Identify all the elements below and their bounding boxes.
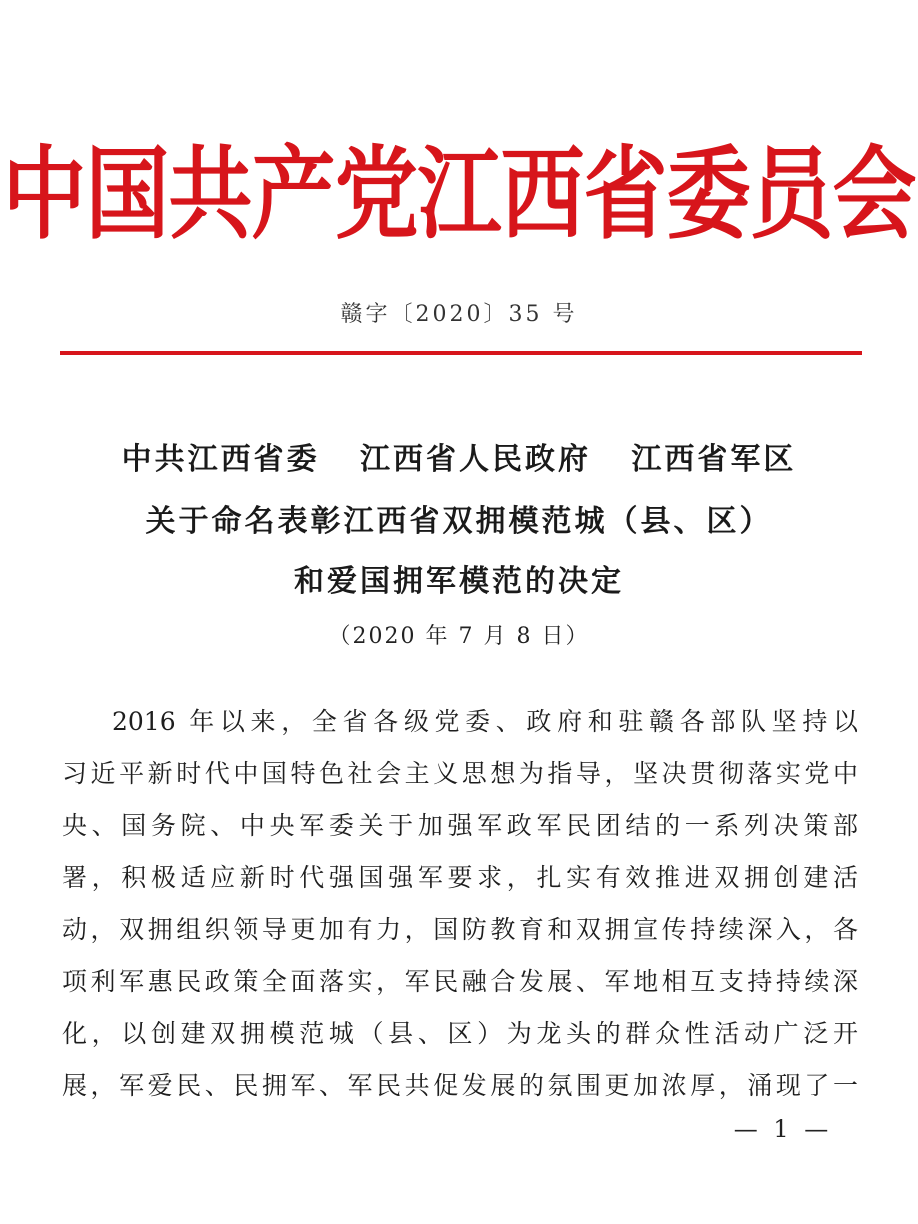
body-text-line: 习近平新时代中国特色社会主义思想为指导，坚决贯彻落实党中: [62, 759, 858, 788]
body-text-line: 署，积极适应新时代强国强军要求，扎实有效推进双拥创建活: [62, 863, 858, 892]
document-title-line-3: 和爱国拥军模范的决定: [294, 564, 624, 599]
body-text-line: 化，以创建双拥模范城（县、区）为龙头的群众性活动广泛开: [62, 1019, 858, 1048]
document-title-line-2: 关于命名表彰江西省双拥模范城（县、区）: [145, 504, 773, 539]
document-title-line-1: 中共江西省委 江西省人民政府 江西省军区: [121, 442, 797, 477]
body-text-line: 动，双拥组织领导更加有力，国防教育和双拥宣传持续深入，各: [62, 915, 858, 944]
document-date: （2020 年 7 月 8 日）: [328, 624, 590, 649]
page-number: — 1 —: [733, 1115, 833, 1143]
red-divider-line: [60, 351, 862, 355]
document-number: 赣字〔2020〕35 号: [340, 302, 578, 327]
body-text-line: 展，军爱民、民拥军、军民共促发展的氛围更加浓厚，涌现了一: [62, 1071, 858, 1100]
body-text-line: 项利军惠民政策全面落实，军民融合发展、军地相互支持持续深: [62, 967, 858, 996]
issuing-organization-header: 中国共产党江西省委员会: [2, 135, 916, 253]
body-text-line: 2016 年以来，全省各级党委、政府和驻赣各部队坚持以: [112, 707, 858, 736]
body-text-line: 央、国务院、中央军委关于加强军政军民团结的一系列决策部: [62, 811, 858, 840]
